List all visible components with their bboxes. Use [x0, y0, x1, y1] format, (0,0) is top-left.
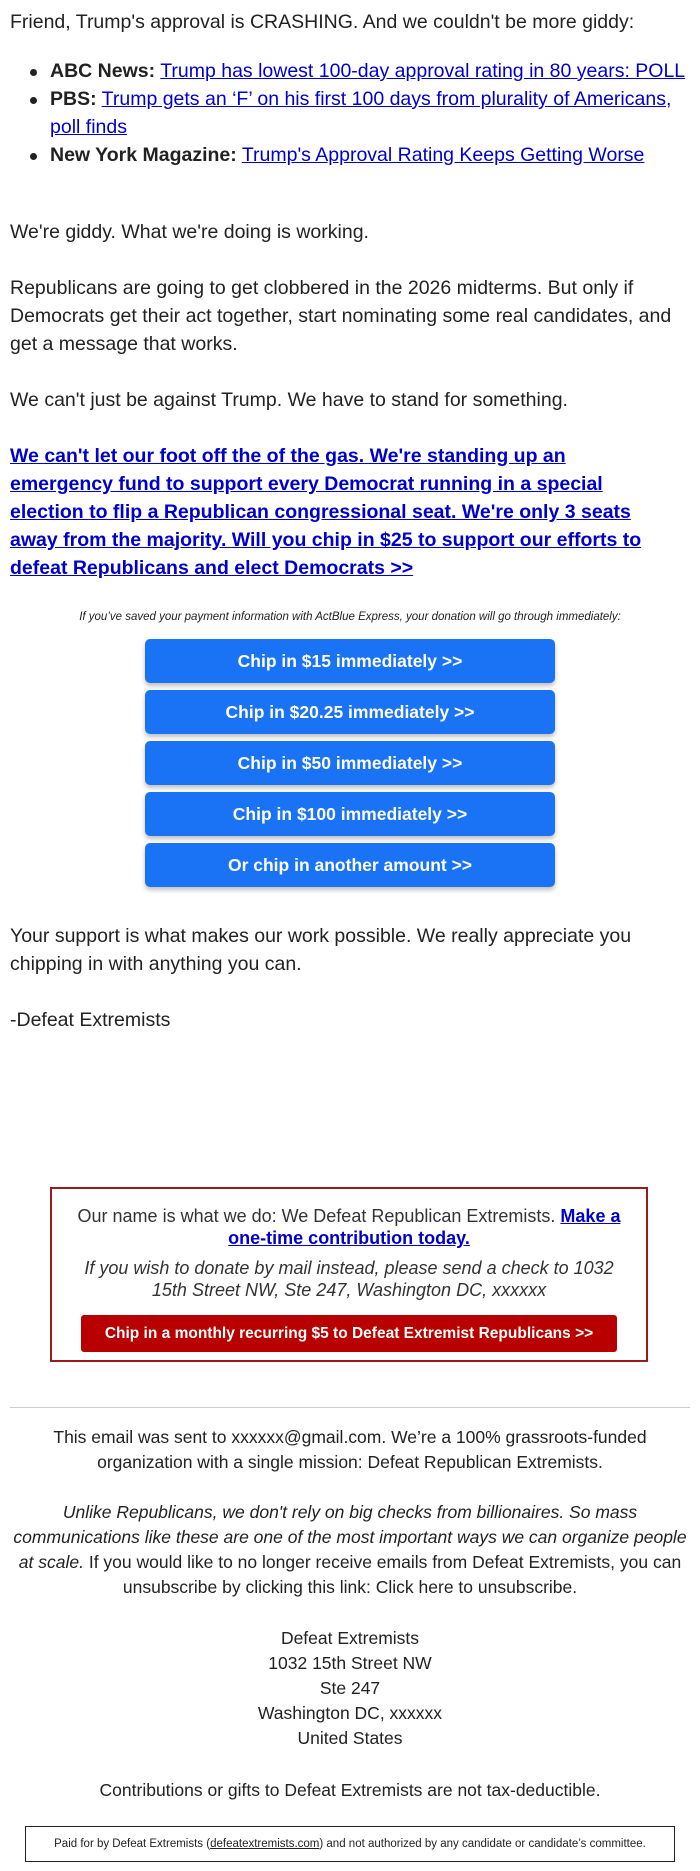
address-line: Ste 247	[319, 1678, 381, 1698]
chip-in-100-button[interactable]: Chip in $100 immediately >>	[145, 792, 555, 836]
box-mission-text: Our name is what we do: We Defeat Republican Extremists.	[77, 1206, 556, 1226]
monthly-recurring-button[interactable]: Chip in a monthly recurring $5 to Defeat Extremist Republicans >>	[81, 1315, 617, 1352]
news-link-nymag[interactable]: Trump's Approval Rating Keeps Getting Worse	[241, 144, 645, 166]
tax-deductible-note: Contributions or gifts to Defeat Extremists are not tax-deductible.	[99, 1780, 601, 1800]
paragraph-support: Your support is what makes our work possible. We really appreciate you chipping in with anything you can.	[10, 925, 632, 975]
news-item-nymag	[50, 141, 690, 169]
footer-italic-text: Unlike Republicans, we don't rely on big checks from billionaires. So mass communications like these are one of the most important ways we can organize people at scale.	[13, 1502, 687, 1572]
paid-suffix: ) and not authorized by any candidate or candidate’s committee.	[319, 1838, 646, 1850]
mail-donation-note: If you wish to donate by mail instead, please send a check to 1032 15th Street NW, Ste 247, Washington DC, xxxxxx	[84, 1258, 614, 1300]
address-line: 1032 15th Street NW	[268, 1653, 432, 1673]
actblue-express-note: If you’ve saved your payment information with ActBlue Express, your donation will go through immediately:	[79, 611, 621, 623]
one-time-contribution-link[interactable]: Make a one-time contribution today.	[228, 1206, 621, 1248]
footer-address	[10, 1626, 690, 1751]
news-source: New York Magazine:	[50, 144, 237, 166]
chip-in-15-button[interactable]: Chip in $15 immediately >>	[145, 639, 555, 683]
website-link[interactable]: defeatextremists.com	[210, 1838, 320, 1850]
donation-buttons	[10, 639, 690, 887]
paragraph-giddy: We're giddy. What we're doing is working.	[10, 221, 369, 243]
news-link-abc[interactable]: Trump has lowest 100-day approval rating in 80 years: POLL	[160, 60, 686, 82]
news-item-abc	[50, 57, 690, 85]
intro-text: Friend, Trump's approval is CRASHING. And we couldn't be more giddy:	[10, 11, 635, 33]
news-list	[10, 57, 690, 169]
chip-in-50-button[interactable]: Chip in $50 immediately >>	[145, 741, 555, 785]
paid-for-disclaimer	[25, 1826, 675, 1862]
address-line: United States	[297, 1728, 403, 1748]
signoff: -Defeat Extremists	[10, 1009, 171, 1031]
news-source: PBS:	[50, 88, 97, 110]
cta-paragraph	[10, 442, 670, 582]
paid-prefix: Paid for by Defeat Extremists (	[54, 1838, 211, 1850]
chip-in-other-amount-button[interactable]: Or chip in another amount >>	[145, 843, 555, 887]
footer-unsubscribe-paragraph	[10, 1500, 690, 1600]
unsubscribe-text[interactable]: If you would like to no longer receive emails from Defeat Extremists, you can unsubscribe by clicking this link: Click here to unsubscribe.	[83, 1552, 682, 1597]
news-source: ABC News:	[50, 60, 156, 82]
contribution-box-text	[52, 1189, 646, 1249]
contribution-box	[50, 1187, 648, 1362]
footer-sent-to: This email was sent to xxxxxx@gmail.com. We’re a 100% grassroots-funded organization with a single mission: Defeat Republican Extremists.	[53, 1427, 647, 1472]
chip-in-20-25-button[interactable]: Chip in $20.25 immediately >>	[145, 690, 555, 734]
emergency-fund-link[interactable]: We can't let our foot off the of the gas. We're standing up an emergency fund to support every Democrat running in a special election to flip a Republican congressional seat. We're only 3 seats away from the majority. Will you chip in $25 to support our efforts to defeat Republicans and elect Democrats >>	[10, 445, 642, 579]
news-item-pbs	[50, 85, 690, 141]
paragraph-stand-for: We can't just be against Trump. We have to stand for something.	[10, 389, 568, 411]
footer-divider	[10, 1407, 690, 1408]
news-link-pbs[interactable]: Trump gets an ‘F’ on his first 100 days from plurality of Americans, poll finds	[50, 88, 672, 138]
address-line: Defeat Extremists	[280, 1628, 420, 1648]
address-line: Washington DC, xxxxxx	[257, 1703, 443, 1723]
paragraph-midterms: Republicans are going to get clobbered in the 2026 midterms. But only if Democrats get their act together, start nominating some real candidates, and get a message that works.	[10, 277, 672, 355]
